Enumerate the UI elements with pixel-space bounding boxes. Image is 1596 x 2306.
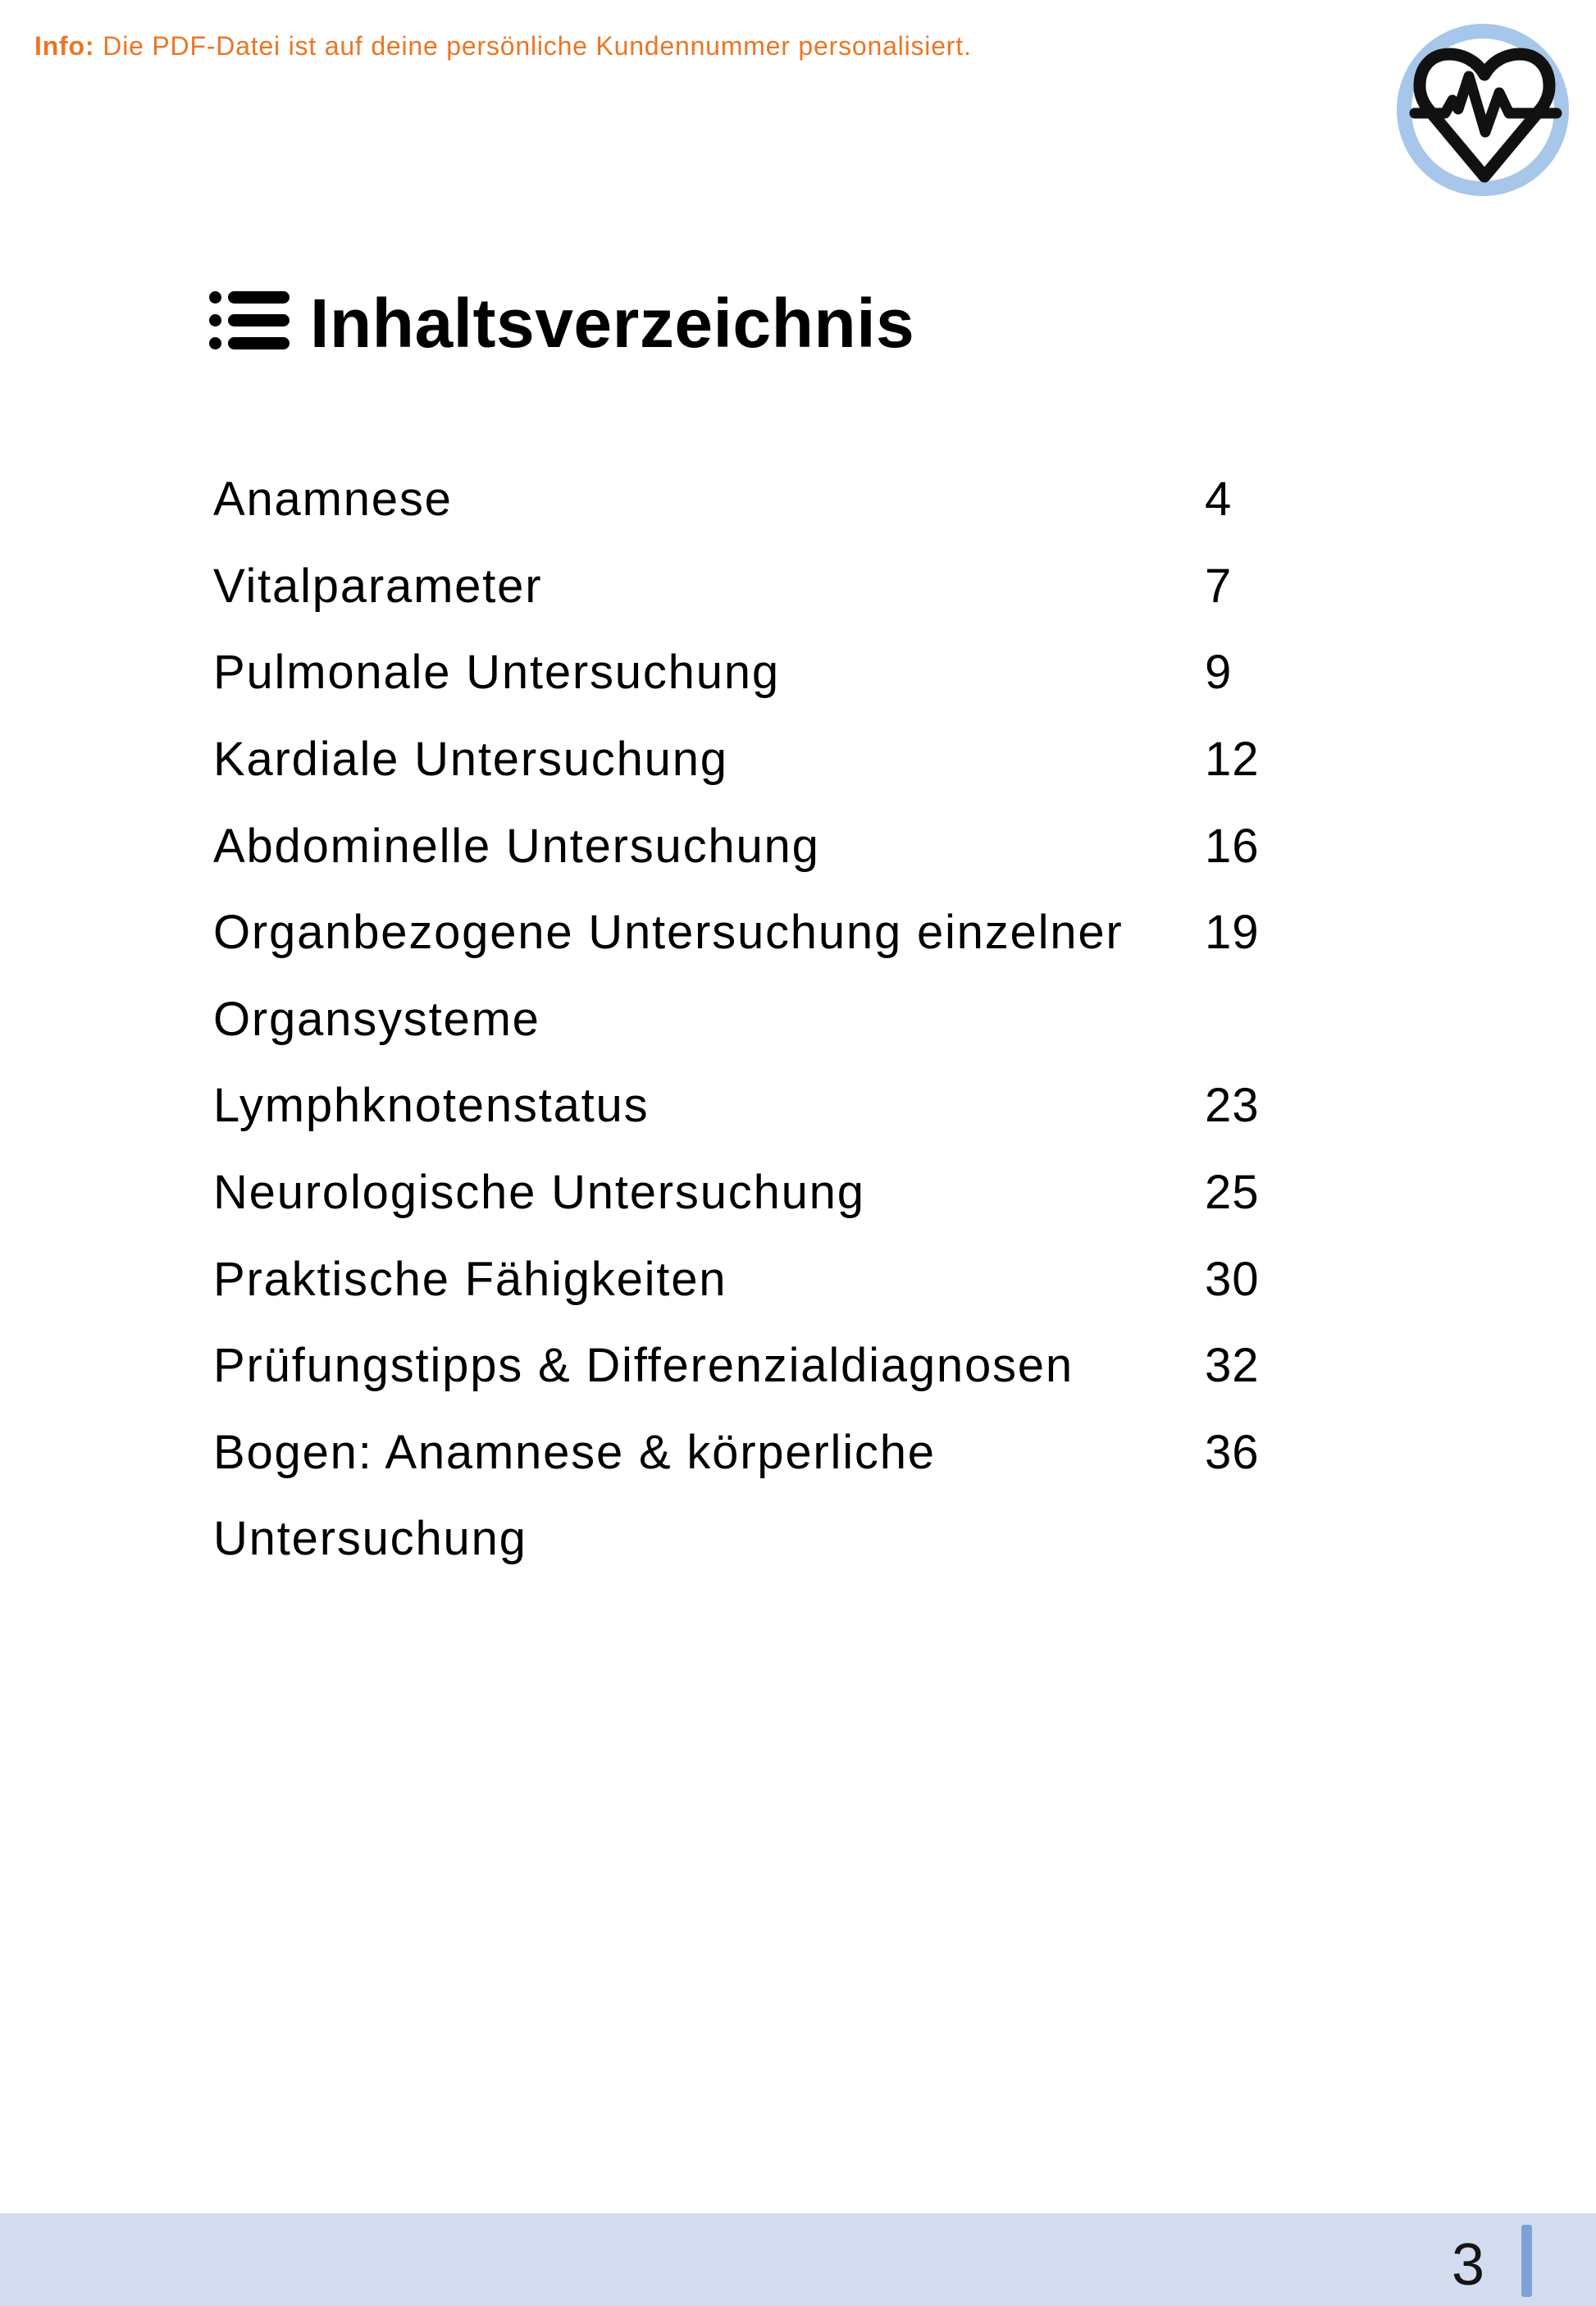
table-of-contents — [213, 456, 1267, 1582]
toc-entry-page: 7 — [1205, 559, 1233, 613]
toc-entry-label: Praktische Fähigkeiten — [213, 1252, 727, 1306]
toc-entry-page: 30 — [1205, 1252, 1260, 1306]
toc-entry-label: Kardiale Untersuchung — [213, 733, 728, 787]
toc-row[interactable] — [213, 456, 1267, 543]
toc-entry-page: 23 — [1205, 1079, 1260, 1133]
toc-row[interactable] — [213, 1062, 1267, 1149]
footer-info-text: Die PDF-Datei ist auf deine persönliche Kundennummer personalisiert. — [103, 31, 972, 61]
page-number: 3 — [1451, 2232, 1485, 2298]
toc-entry-label: Pulmonale Untersuchung — [213, 646, 780, 700]
footer-info — [34, 0, 972, 93]
toc-entry-label: Neurologische Untersuchung — [213, 1166, 865, 1220]
toc-entry-page: 25 — [1205, 1166, 1260, 1220]
toc-row[interactable] — [213, 802, 1267, 889]
toc-row[interactable] — [213, 716, 1267, 803]
footer-band — [0, 2213, 1596, 2306]
toc-entry-label: Untersuchung — [213, 1512, 527, 1566]
toc-entry-label: Organbezogene Untersuchung einzelner — [213, 906, 1124, 960]
toc-entry-label: Bogen: Anamnese & körperliche — [213, 1425, 936, 1479]
toc-entry-label: Organsysteme — [213, 992, 540, 1046]
toc-row[interactable] — [213, 629, 1267, 716]
toc-entry-page: 32 — [1205, 1339, 1260, 1393]
toc-entry-label: Lymphknotenstatus — [213, 1079, 650, 1133]
toc-entry-page: 4 — [1205, 473, 1233, 527]
heart-ekg-icon — [1394, 23, 1583, 212]
toc-row[interactable] — [213, 1409, 1267, 1496]
toc-row-continuation[interactable] — [213, 976, 1267, 1063]
toc-entry-page: 9 — [1205, 646, 1233, 700]
toc-row[interactable] — [213, 543, 1267, 630]
page-title: Inhaltsverzeichnis — [310, 285, 915, 362]
toc-row[interactable] — [213, 1235, 1267, 1322]
toc-entry-page: 16 — [1205, 819, 1260, 873]
footer-accent-bar — [1521, 2225, 1532, 2297]
toc-entry-label: Anamnese — [213, 473, 453, 527]
footer-info-label: Info: — [34, 31, 95, 61]
toc-row[interactable] — [213, 889, 1267, 976]
toc-entry-label: Prüfungstipps & Differenzialdiagnosen — [213, 1339, 1074, 1393]
toc-row[interactable] — [213, 1322, 1267, 1409]
toc-entry-page: 12 — [1205, 733, 1260, 787]
toc-entry-page: 36 — [1205, 1425, 1260, 1479]
toc-row-continuation[interactable] — [213, 1495, 1267, 1582]
toc-entry-page: 19 — [1205, 906, 1260, 960]
list-icon — [209, 291, 290, 350]
toc-entry-label: Vitalparameter — [213, 559, 543, 613]
toc-row[interactable] — [213, 1149, 1267, 1236]
toc-entry-label: Abdominelle Untersuchung — [213, 819, 820, 873]
